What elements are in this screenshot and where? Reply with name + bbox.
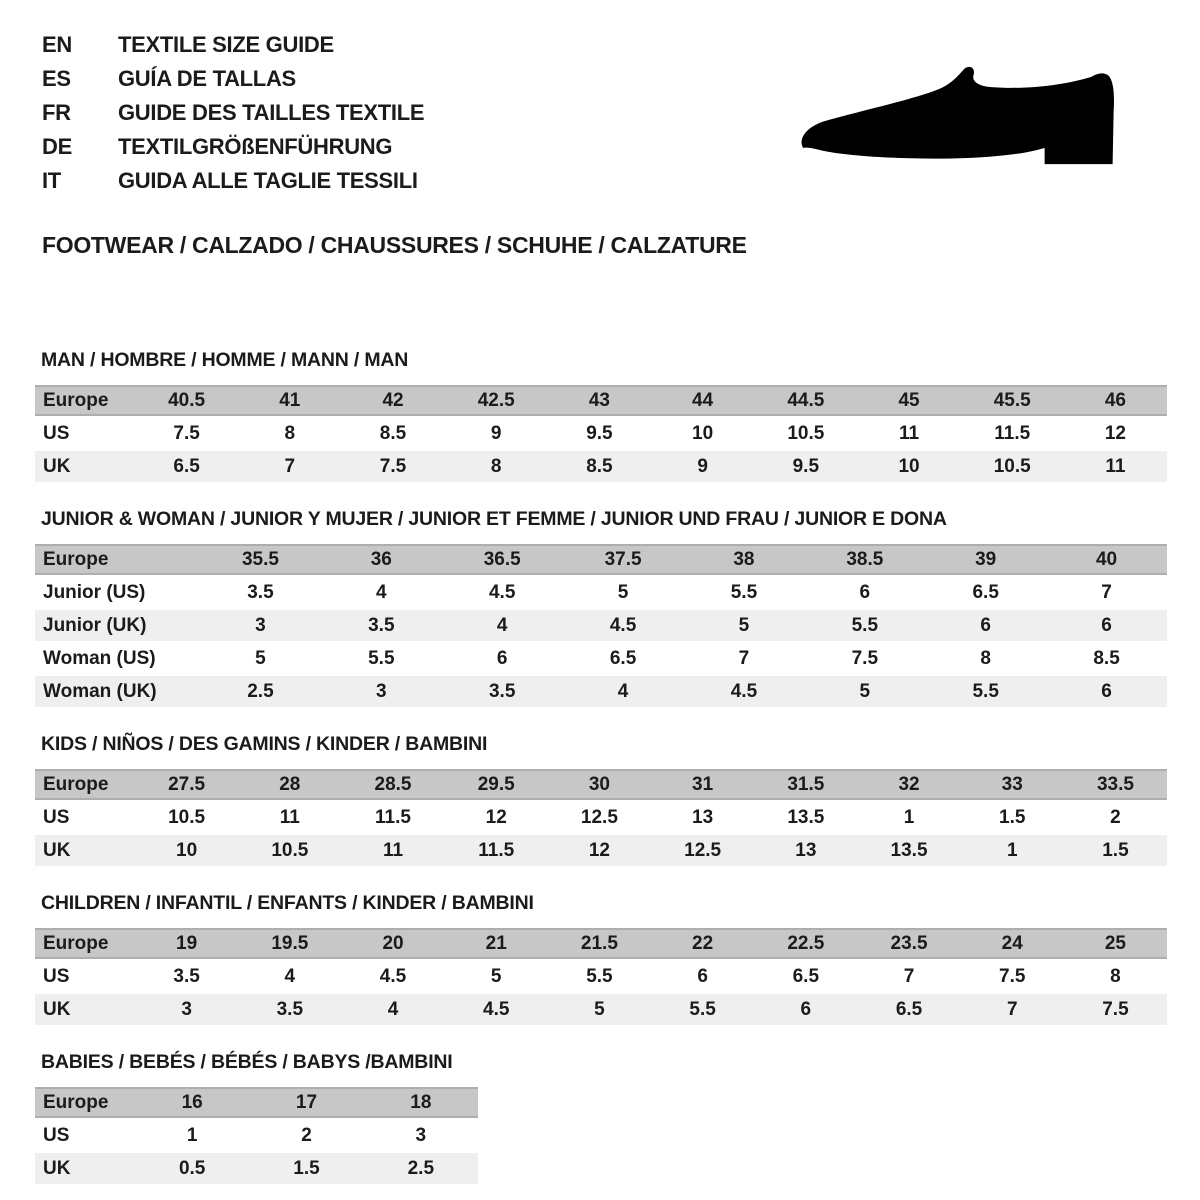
row-label: UK <box>43 839 71 861</box>
size-value-cell: 21 <box>485 932 507 954</box>
size-value-cell: 8.5 <box>586 455 613 477</box>
size-value-cell: 23.5 <box>890 932 928 954</box>
size-value-cell: 31 <box>692 773 714 795</box>
size-value-cell: 33.5 <box>1096 773 1134 795</box>
size-value-cell: 7 <box>903 965 915 987</box>
table-row <box>35 961 1167 992</box>
size-value-cell: 1.5 <box>999 806 1026 828</box>
size-value-cell: 10 <box>692 422 714 444</box>
size-value-cell: 5.5 <box>586 965 613 987</box>
size-value-cell: 7.5 <box>173 422 200 444</box>
size-value-cell: 11 <box>279 806 300 828</box>
size-value-cell: 4.5 <box>730 680 758 702</box>
size-value-cell: 27.5 <box>168 773 206 795</box>
language-title: GUIDE DES TAILLES TEXTILE <box>118 100 425 125</box>
size-value-cell: 30 <box>588 773 610 795</box>
size-value-cell: 3.5 <box>247 581 274 603</box>
section-man <box>35 349 1200 482</box>
size-value-cell: 2 <box>301 1124 312 1146</box>
size-value-cell: 38.5 <box>846 548 884 570</box>
size-value-cell: 19 <box>176 932 198 954</box>
table-row <box>35 544 1167 575</box>
size-value-cell: 6 <box>800 998 812 1020</box>
table-row <box>35 577 1167 608</box>
size-value-cell: 42 <box>382 389 404 411</box>
section-junior-woman <box>35 508 1200 707</box>
section-babies <box>35 1051 1200 1184</box>
size-value-cell: 16 <box>181 1091 203 1113</box>
size-value-cell: 10 <box>898 455 920 477</box>
size-value-cell: 2.5 <box>407 1157 435 1179</box>
size-value-cell: 25 <box>1104 932 1126 954</box>
size-value-cell: 18 <box>410 1091 432 1113</box>
size-value-cell: 5 <box>255 647 266 669</box>
size-value-cell: 2.5 <box>247 680 274 702</box>
language-code: DE <box>42 134 72 159</box>
row-label: Europe <box>43 773 109 795</box>
size-value-cell: 12 <box>1104 422 1126 444</box>
section-title: BABIES / BEBÉS / BÉBÉS / BABYS /BAMBINI <box>41 1051 453 1073</box>
size-value-cell: 4.5 <box>379 965 407 987</box>
row-label: US <box>43 965 70 987</box>
size-value-cell: 13.5 <box>787 806 825 828</box>
table-row <box>35 835 1167 866</box>
size-value-cell: 4.5 <box>488 581 516 603</box>
table-row <box>35 802 1167 833</box>
size-value-cell: 6.5 <box>972 581 999 603</box>
section-title: JUNIOR & WOMAN / JUNIOR Y MUJER / JUNIOR ET FEMME / JUNIOR UND FRAU / JUNIOR E DONA <box>41 508 947 530</box>
size-value-cell: 6.5 <box>173 455 200 477</box>
size-value-cell: 9.5 <box>586 422 613 444</box>
size-value-cell: 9.5 <box>792 455 820 477</box>
size-value-cell: 3 <box>181 998 192 1020</box>
size-value-cell: 4 <box>376 581 387 603</box>
table-row <box>35 994 1167 1025</box>
size-value-cell: 24 <box>1001 932 1023 954</box>
size-value-cell: 44.5 <box>787 389 825 411</box>
size-value-cell: 8.5 <box>379 422 407 444</box>
category-heading: FOOTWEAR / CALZADO / CHAUSSURES / SCHUHE / CALZATURE <box>42 232 747 258</box>
size-value-cell: 4.5 <box>609 614 637 636</box>
size-value-cell: 7 <box>1101 581 1112 603</box>
size-value-cell: 1.5 <box>1102 839 1129 861</box>
size-value-cell: 5 <box>490 965 502 987</box>
table-row <box>35 1120 478 1151</box>
size-value-cell: 8 <box>980 647 991 669</box>
size-table-children <box>35 928 1167 1025</box>
size-value-cell: 6 <box>496 647 508 669</box>
size-value-cell: 28.5 <box>374 773 412 795</box>
size-value-cell: 29.5 <box>477 773 515 795</box>
size-table-junior-woman <box>35 544 1167 707</box>
size-table-kids <box>35 769 1167 866</box>
size-value-cell: 46 <box>1104 389 1126 411</box>
language-code: EN <box>42 32 72 57</box>
size-value-cell: 11 <box>382 839 404 861</box>
size-value-cell: 3 <box>415 1124 427 1146</box>
size-value-cell: 39 <box>975 548 997 570</box>
row-label: Europe <box>43 548 109 570</box>
table-row <box>35 1087 478 1118</box>
size-value-cell: 4 <box>617 680 629 702</box>
size-value-cell: 8 <box>284 422 296 444</box>
size-value-cell: 3.5 <box>488 680 516 702</box>
table-row <box>35 385 1167 416</box>
size-value-cell: 32 <box>898 773 920 795</box>
size-value-cell: 7 <box>738 647 750 669</box>
size-value-cell: 10.5 <box>168 806 206 828</box>
size-value-cell: 7.5 <box>1102 998 1129 1020</box>
size-value-cell: 36 <box>370 548 392 570</box>
size-value-cell: 22 <box>692 932 714 954</box>
size-value-cell: 6 <box>1101 680 1112 702</box>
size-value-cell: 6.5 <box>609 647 637 669</box>
size-value-cell: 42.5 <box>477 389 515 411</box>
size-value-cell: 3.5 <box>276 998 304 1020</box>
size-value-cell: 5.5 <box>851 614 879 636</box>
size-value-cell: 4 <box>284 965 296 987</box>
size-value-cell: 33 <box>1001 773 1023 795</box>
size-value-cell: 28 <box>279 773 301 795</box>
size-value-cell: 10 <box>176 839 198 861</box>
row-label: US <box>43 422 70 444</box>
size-value-cell: 11.5 <box>994 422 1031 444</box>
size-value-cell: 13 <box>795 839 817 861</box>
size-value-cell: 31.5 <box>787 773 825 795</box>
size-value-cell: 6 <box>697 965 708 987</box>
size-value-cell: 8 <box>490 455 502 477</box>
section-kids <box>35 733 1200 866</box>
section-title: KIDS / NIÑOS / DES GAMINS / KINDER / BAMBINI <box>41 733 488 755</box>
table-row <box>35 451 1167 482</box>
size-value-cell: 12.5 <box>580 806 618 828</box>
size-value-cell: 45.5 <box>993 389 1031 411</box>
size-value-cell: 41 <box>279 389 301 411</box>
size-value-cell: 9 <box>490 422 502 444</box>
size-table-man <box>35 385 1167 482</box>
row-label: Europe <box>43 389 109 411</box>
size-value-cell: 5 <box>594 998 605 1020</box>
size-value-cell: 9 <box>697 455 708 477</box>
size-value-cell: 3.5 <box>173 965 200 987</box>
size-value-cell: 45 <box>898 389 920 411</box>
size-value-cell: 10.5 <box>271 839 309 861</box>
table-row <box>35 643 1167 674</box>
size-value-cell: 11 <box>1105 455 1126 477</box>
row-label: US <box>43 1124 70 1146</box>
section-title: MAN / HOMBRE / HOMME / MANN / MAN <box>41 349 409 371</box>
section-title: CHILDREN / INFANTIL / ENFANTS / KINDER / BAMBINI <box>41 892 534 914</box>
size-value-cell: 8.5 <box>1093 647 1120 669</box>
size-value-cell: 22.5 <box>787 932 825 954</box>
size-value-cell: 7 <box>1006 998 1018 1020</box>
row-label: UK <box>43 455 71 477</box>
language-title: GUIDA ALLE TAGLIE TESSILI <box>118 168 418 193</box>
size-value-cell: 2 <box>1110 806 1121 828</box>
size-value-cell: 7.5 <box>999 965 1026 987</box>
size-value-cell: 20 <box>382 932 404 954</box>
language-code: FR <box>42 100 71 125</box>
language-title: TEXTILGRÖßENFÜHRUNG <box>118 134 393 159</box>
size-value-cell: 5 <box>617 581 629 603</box>
size-value-cell: 7 <box>284 455 296 477</box>
size-value-cell: 10.5 <box>787 422 825 444</box>
size-value-cell: 36.5 <box>483 548 521 570</box>
section-children <box>35 892 1200 1025</box>
row-label: Europe <box>43 932 109 954</box>
size-value-cell: 17 <box>295 1091 318 1113</box>
table-row <box>35 418 1167 449</box>
language-code: IT <box>42 168 61 193</box>
table-row <box>35 676 1167 707</box>
size-value-cell: 19.5 <box>271 932 309 954</box>
table-row <box>35 1153 478 1184</box>
language-title: GUÍA DE TALLAS <box>118 66 296 91</box>
size-value-cell: 3 <box>376 680 387 702</box>
size-value-cell: 3 <box>255 614 266 636</box>
row-label: Woman (US) <box>43 647 156 669</box>
size-value-cell: 21.5 <box>580 932 618 954</box>
size-value-cell: 3.5 <box>368 614 395 636</box>
size-value-cell: 0.5 <box>178 1157 206 1179</box>
size-value-cell: 5.5 <box>689 998 716 1020</box>
size-value-cell: 40.5 <box>168 389 206 411</box>
row-label: Junior (UK) <box>43 614 147 636</box>
size-value-cell: 12 <box>588 839 610 861</box>
size-value-cell: 8 <box>1110 965 1121 987</box>
size-value-cell: 44 <box>692 389 714 411</box>
size-value-cell: 5.5 <box>368 647 395 669</box>
language-title: TEXTILE SIZE GUIDE <box>118 32 334 57</box>
size-value-cell: 6 <box>1101 614 1112 636</box>
size-value-cell: 7.5 <box>379 455 407 477</box>
size-value-cell: 6 <box>980 614 991 636</box>
table-row <box>35 928 1167 959</box>
size-value-cell: 12.5 <box>684 839 722 861</box>
size-value-cell: 5 <box>738 614 750 636</box>
size-value-cell: 12 <box>485 806 507 828</box>
size-value-cell: 13 <box>692 806 714 828</box>
size-value-cell: 38 <box>733 548 755 570</box>
row-label: UK <box>43 1157 71 1179</box>
size-value-cell: 11.5 <box>478 839 515 861</box>
size-value-cell: 43 <box>588 389 610 411</box>
size-value-cell: 6.5 <box>792 965 820 987</box>
size-value-cell: 35.5 <box>241 548 279 570</box>
size-value-cell: 11.5 <box>375 806 411 828</box>
table-row <box>35 769 1167 800</box>
size-table-babies <box>35 1087 478 1184</box>
language-code: ES <box>42 66 71 91</box>
size-value-cell: 6 <box>859 581 871 603</box>
size-value-cell: 13.5 <box>890 839 928 861</box>
row-label: UK <box>43 998 71 1020</box>
size-value-cell: 11 <box>898 422 920 444</box>
row-label: Europe <box>43 1091 109 1113</box>
row-label: Junior (US) <box>43 581 146 603</box>
size-value-cell: 5.5 <box>730 581 758 603</box>
size-value-cell: 6.5 <box>895 998 923 1020</box>
size-value-cell: 1.5 <box>293 1157 320 1179</box>
size-value-cell: 4.5 <box>483 998 510 1020</box>
size-value-cell: 37.5 <box>604 548 642 570</box>
size-value-cell: 4 <box>387 998 399 1020</box>
size-value-cell: 5.5 <box>972 680 999 702</box>
shoe-silhouette-icon <box>795 60 1140 188</box>
size-value-cell: 1 <box>903 806 915 828</box>
size-value-cell: 5 <box>859 680 871 702</box>
row-label: Woman (UK) <box>43 680 157 702</box>
row-label: US <box>43 806 70 828</box>
table-row <box>35 610 1167 641</box>
size-value-cell: 7.5 <box>851 647 879 669</box>
size-value-cell: 1 <box>1006 839 1018 861</box>
size-value-cell: 1 <box>186 1124 198 1146</box>
size-value-cell: 10.5 <box>993 455 1031 477</box>
size-value-cell: 40 <box>1095 548 1118 570</box>
size-value-cell: 4 <box>496 614 508 636</box>
